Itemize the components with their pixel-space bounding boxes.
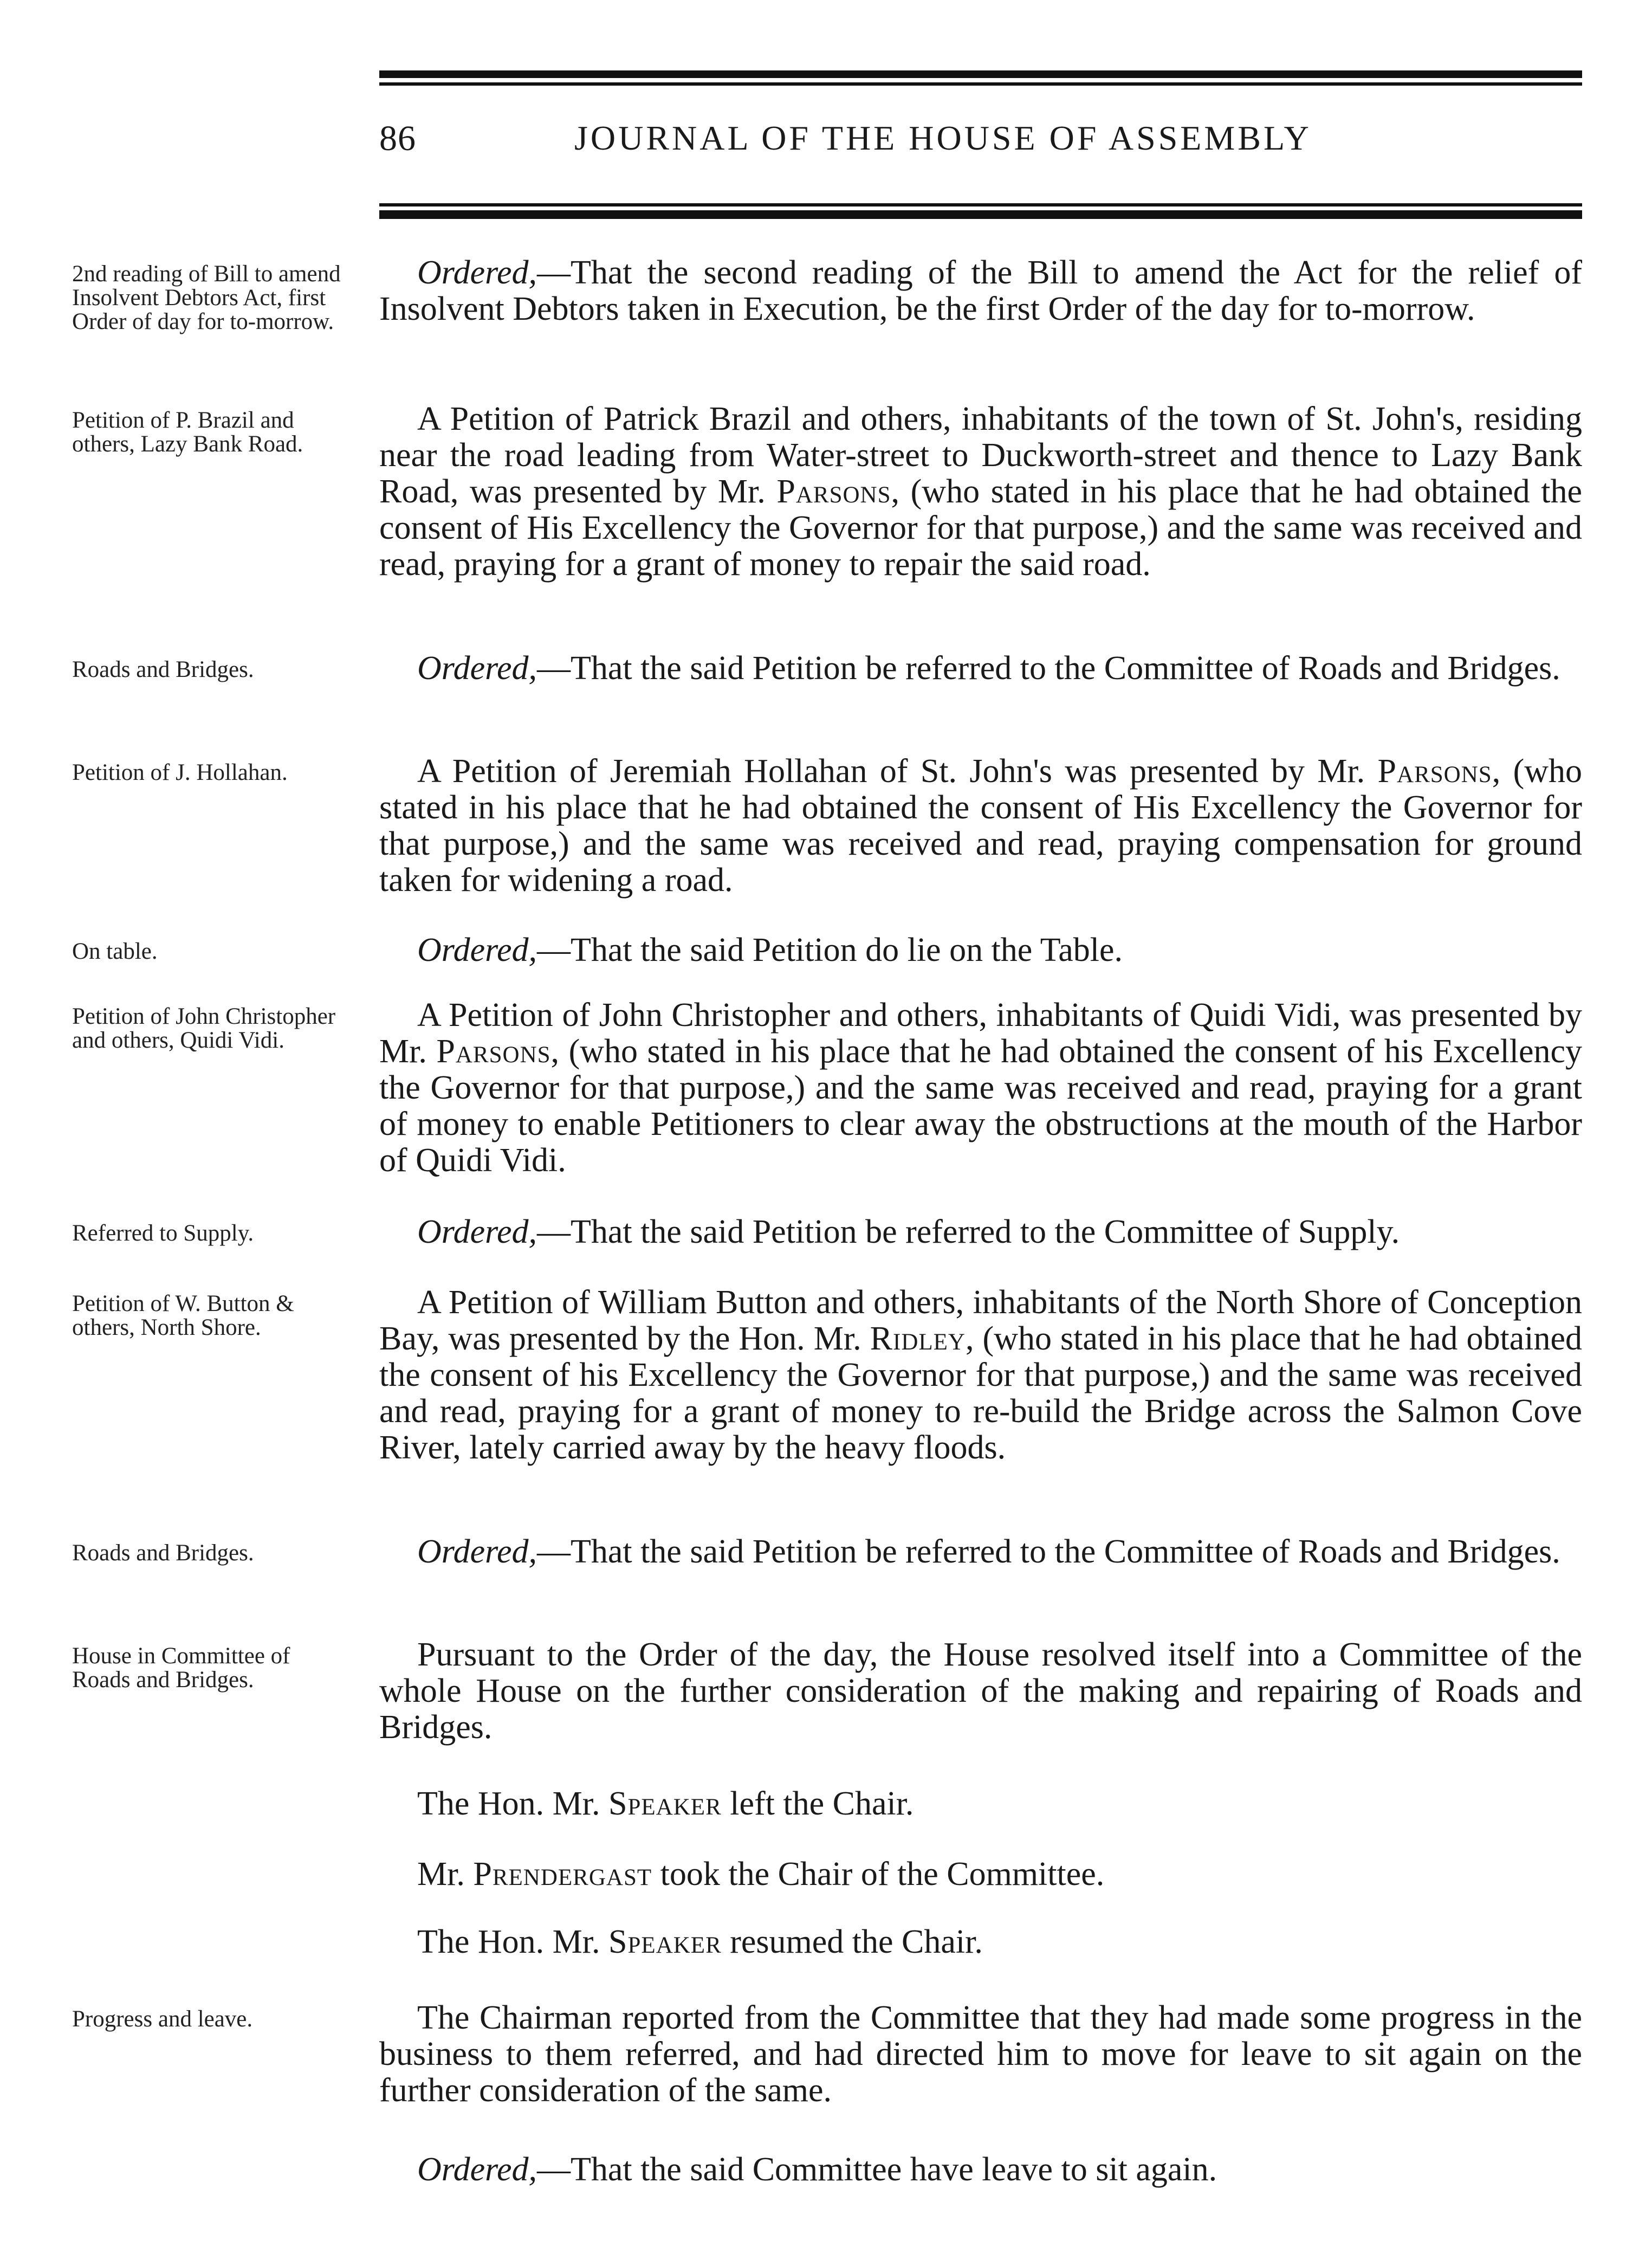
margin-note: 2nd reading of Bill to amend Insolvent Debtors Act, first Order of day for to-morrow. — [72, 261, 341, 334]
order-paragraph: Ordered,—That the said Petition be referred to the Committee of Roads and Bridges. — [417, 1533, 1560, 1570]
running-head: JOURNAL OF THE HOUSE OF ASSEMBLY — [574, 119, 1312, 157]
final-order-paragraph: Ordered,—That the said Committee have leave to sit again. — [417, 2151, 1217, 2188]
order-paragraph: Ordered,—That the said Petition do lie on the Table. — [417, 932, 1123, 968]
ordered-word: Ordered, — [417, 1213, 537, 1250]
ordered-word: Ordered, — [417, 1533, 537, 1570]
header-rule-top-thick — [379, 70, 1582, 78]
proceeding-speaker-resumed: The Hon. Mr. Speaker resumed the Chair. — [417, 1923, 983, 1960]
proceeding-speaker-left: The Hon. Mr. Speaker left the Chair. — [417, 1785, 914, 1822]
member-name: Prendergast — [473, 1856, 652, 1893]
header-rule-top-thin — [379, 82, 1582, 86]
margin-note: Petition of John Christopher and others, Quidi Vidi. — [72, 1004, 336, 1053]
order-paragraph: Ordered,—That the said Petition be referred to the Committee of Roads and Bridges. — [417, 650, 1560, 687]
ordered-word: Ordered, — [417, 932, 537, 968]
margin-note: Petition of W. Button & others, North Shore. — [72, 1291, 294, 1340]
margin-note: On table. — [72, 939, 158, 964]
member-name: Parsons — [436, 1033, 551, 1070]
order-paragraph: Ordered,—That the second reading of the Bill to amend the Act for the relief of Insolvent Debtors taken in Execution, be the first Order of the day for to-morrow. — [379, 254, 1582, 327]
ordered-word: Ordered, — [417, 650, 537, 687]
order-paragraph: Ordered,—That the said Petition be referred to the Committee of Supply. — [417, 1213, 1400, 1250]
margin-note: Petition of J. Hollahan. — [72, 760, 288, 785]
ordered-word: Ordered, — [417, 2151, 537, 2188]
petition-paragraph: A Petition of John Christopher and others, inhabitants of Quidi Vidi, was presented by Mr. Parsons, (who stated in his place that he had obtained the consent of his Excellency the Governor for that purpose,) and the same was received and read, praying for a grant of money to enable Petitioners to clear away the obstructions at the mouth of the Harbor of Quidi Vidi. — [379, 997, 1582, 1179]
member-name: Speaker — [608, 1923, 722, 1960]
page-number: 86 — [379, 119, 416, 158]
margin-note: House in Committee of Roads and Bridges. — [72, 1643, 290, 1693]
margin-note: Roads and Bridges. — [72, 657, 254, 682]
margin-note: Progress and leave. — [72, 2006, 253, 2032]
margin-note: Petition of P. Brazil and others, Lazy Bank Road. — [72, 408, 303, 457]
petition-paragraph: A Petition of Patrick Brazil and others, inhabitants of the town of St. John's, residing near the road leading from Water-street to Duckworth-street and thence to Lazy Bank Road, was presented by Mr. Parsons, (who stated in his place that he had obtained the consent of His Excellency the Governor for that purpose,) and the same was received and read, praying for a grant of money to repair the said road. — [379, 401, 1583, 583]
petition-paragraph: A Petition of Jeremiah Hollahan of St. John's was presented by Mr. Parsons, (who stated in his place that he had obtained the consent of His Excellency the Governor for that purpose,) and the same was received and read, praying compensation for ground taken for widening a road. — [379, 753, 1582, 899]
member-name: Ridley — [870, 1320, 966, 1357]
margin-note: Roads and Bridges. — [72, 1540, 254, 1566]
member-name: Parsons — [776, 473, 891, 510]
chairman-report-paragraph: The Chairman reported from the Committee that they had made some progress in the business to them referred, and had directed him to move for leave to sit again on the further consideration of the same. — [379, 1999, 1582, 2109]
committee-paragraph: Pursuant to the Order of the day, the House resolved itself into a Committee of the whole House on the further consideration of the making and repairing of Roads and Bridges. — [379, 1636, 1582, 1746]
margin-note: Referred to Supply. — [72, 1221, 254, 1246]
header-rule-bottom-thin — [379, 203, 1582, 206]
member-name: Parsons — [1377, 753, 1492, 790]
petition-paragraph: A Petition of William Button and others, inhabitants of the North Shore of Conception Bay, was presented by the Hon. Mr. Ridley, (who stated in his place that he had obtained the consent of his Excellency the Governor for that purpose,) and the same was received and read, praying for a grant of money to re-build the Bridge across the Salmon Cove River, lately carried away by the heavy floods. — [379, 1284, 1582, 1466]
header-rule-bottom-thick — [379, 210, 1582, 219]
proceeding-chair-taken: Mr. Prendergast took the Chair of the Committee. — [417, 1856, 1105, 1893]
member-name: Speaker — [608, 1785, 722, 1822]
ordered-word: Ordered, — [417, 254, 537, 291]
